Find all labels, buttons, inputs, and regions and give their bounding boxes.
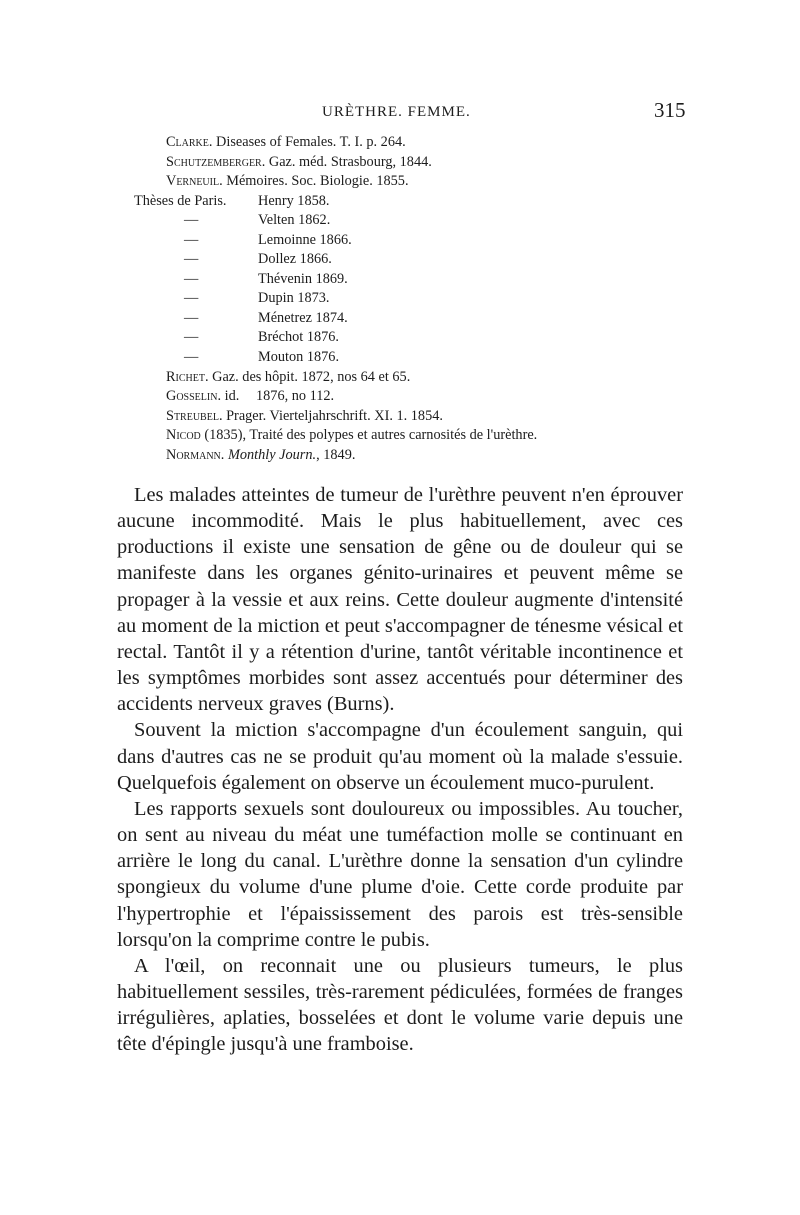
reference-author: Gosselin. (166, 388, 222, 405)
these-dash: — (184, 290, 199, 307)
reference-richet (134, 368, 694, 388)
reference-author: Normann. (166, 446, 225, 463)
these-name: Mouton 1876. (258, 349, 340, 366)
reference-author: Streubel. (166, 407, 223, 424)
reference-author: Richet. (166, 368, 209, 385)
reference-text: Gaz. des hôpit. 1872, nos 64 et 65. (208, 368, 411, 385)
these-name: Dupin 1873. (258, 290, 330, 307)
these-line (134, 328, 694, 348)
these-line (134, 192, 694, 212)
these-line (134, 348, 694, 368)
these-name: Thévenin 1869. (258, 270, 348, 287)
reference-journal: Monthly Journ. (227, 446, 317, 463)
running-title: URÈTHRE. FEMME. (322, 104, 471, 120)
these-name: Dollez 1866. (258, 251, 332, 268)
reference-text: (1835), Traité des polypes et autres carnosités de l'urèthre. (200, 427, 538, 444)
these-dash: — (184, 251, 199, 268)
reference-author: Verneuil. (166, 173, 223, 190)
reference-author: Clarke. (166, 134, 213, 150)
these-line (134, 289, 694, 309)
these-line (134, 231, 694, 251)
reference-text: 1876, no 112. (256, 388, 335, 405)
these-name: Lemoinne 1866. (258, 231, 352, 248)
these-name: Ménetrez 1874. (258, 309, 348, 326)
reference-text: Prager. Vierteljahrschrift. XI. 1. 1854. (222, 407, 443, 424)
reference-text: Diseases of Females. T. I. p. 264. (212, 134, 406, 150)
reference-normann (134, 446, 694, 466)
these-dash: — (184, 212, 199, 229)
these-line (134, 309, 694, 329)
reference-nicod (134, 426, 694, 446)
reference-gosselin (134, 387, 694, 407)
reference-verneuil (134, 172, 694, 192)
these-dash: — (184, 349, 199, 366)
these-line (134, 250, 694, 270)
these-name: Velten 1862. (258, 212, 331, 229)
reference-author: Nicod (166, 427, 201, 444)
reference-text: Gaz. méd. Strasbourg, 1844. (265, 153, 432, 170)
reference-text: id. (224, 388, 240, 405)
these-name: Bréchot 1876. (258, 329, 339, 346)
reference-clarke (134, 133, 694, 153)
body-text (117, 482, 683, 1057)
bibliography (134, 133, 694, 465)
reference-schutzemberger (134, 153, 694, 173)
these-line (134, 270, 694, 290)
these-name: Henry 1858. (258, 192, 330, 209)
these-dash: — (184, 309, 199, 326)
paragraph-symptoms: Les malades atteintes de tumeur de l'urèthre peuvent n'en éprouver aucune incommodité. Mais le plus habituellement, avec ces productions il existe une sensation de gêne ou de douleur qui se manifeste dans les organes génito-urinaires et peuvent même se propager à la vessie et aux reins. Cette douleur augmente d'intensité au moment de la miction et peut s'accompagner de ténesme vésical et rectal. Tantôt il y a rétention d'urine, tantôt véritable incontinence et les symptômes morbides sont assez accentués pour déterminer des accidents nerveux graves (Burns). (117, 484, 683, 716)
paragraph-bleeding: Souvent la miction s'accompagne d'un écoulement sanguin, qui dans d'autres cas ne se produit qu'au moment où la malade s'essuie. Quelquefois également on observe un écoulement muco-purulent. (117, 719, 683, 794)
page-number: 315 (654, 98, 686, 122)
reference-author: Schutzemberger. (166, 153, 266, 170)
paragraph-appearance: A l'œil, on reconnait une ou plusieurs tumeurs, le plus habituellement sessiles, très-rarement pédiculées, formées de franges irrégulières, aplaties, bosselées et dont le volume varie depuis une tête d'épingle jusqu'à une framboise. (117, 954, 683, 1056)
reference-text: , 1849. (316, 446, 356, 463)
these-line (134, 211, 694, 231)
these-dash: — (184, 231, 199, 248)
reference-text: Mémoires. Soc. Biologie. 1855. (222, 173, 409, 190)
these-label: Thèses de Paris. (134, 192, 227, 209)
paragraph-examination: Les rapports sexuels sont douloureux ou impossibles. Au toucher, on sent au niveau du méat une tuméfaction molle se continuant en arrière le long du canal. L'urèthre donne la sensation d'un cylindre spongieux du volume d'une plume d'oie. Cette corde produite par l'hypertrophie et l'épaississement des parois est très-sensible lorsqu'on la comprime contre le pubis. (117, 797, 683, 951)
these-dash: — (184, 270, 199, 287)
page-header (0, 98, 800, 130)
these-dash: — (184, 329, 199, 346)
reference-streubel (134, 407, 694, 427)
